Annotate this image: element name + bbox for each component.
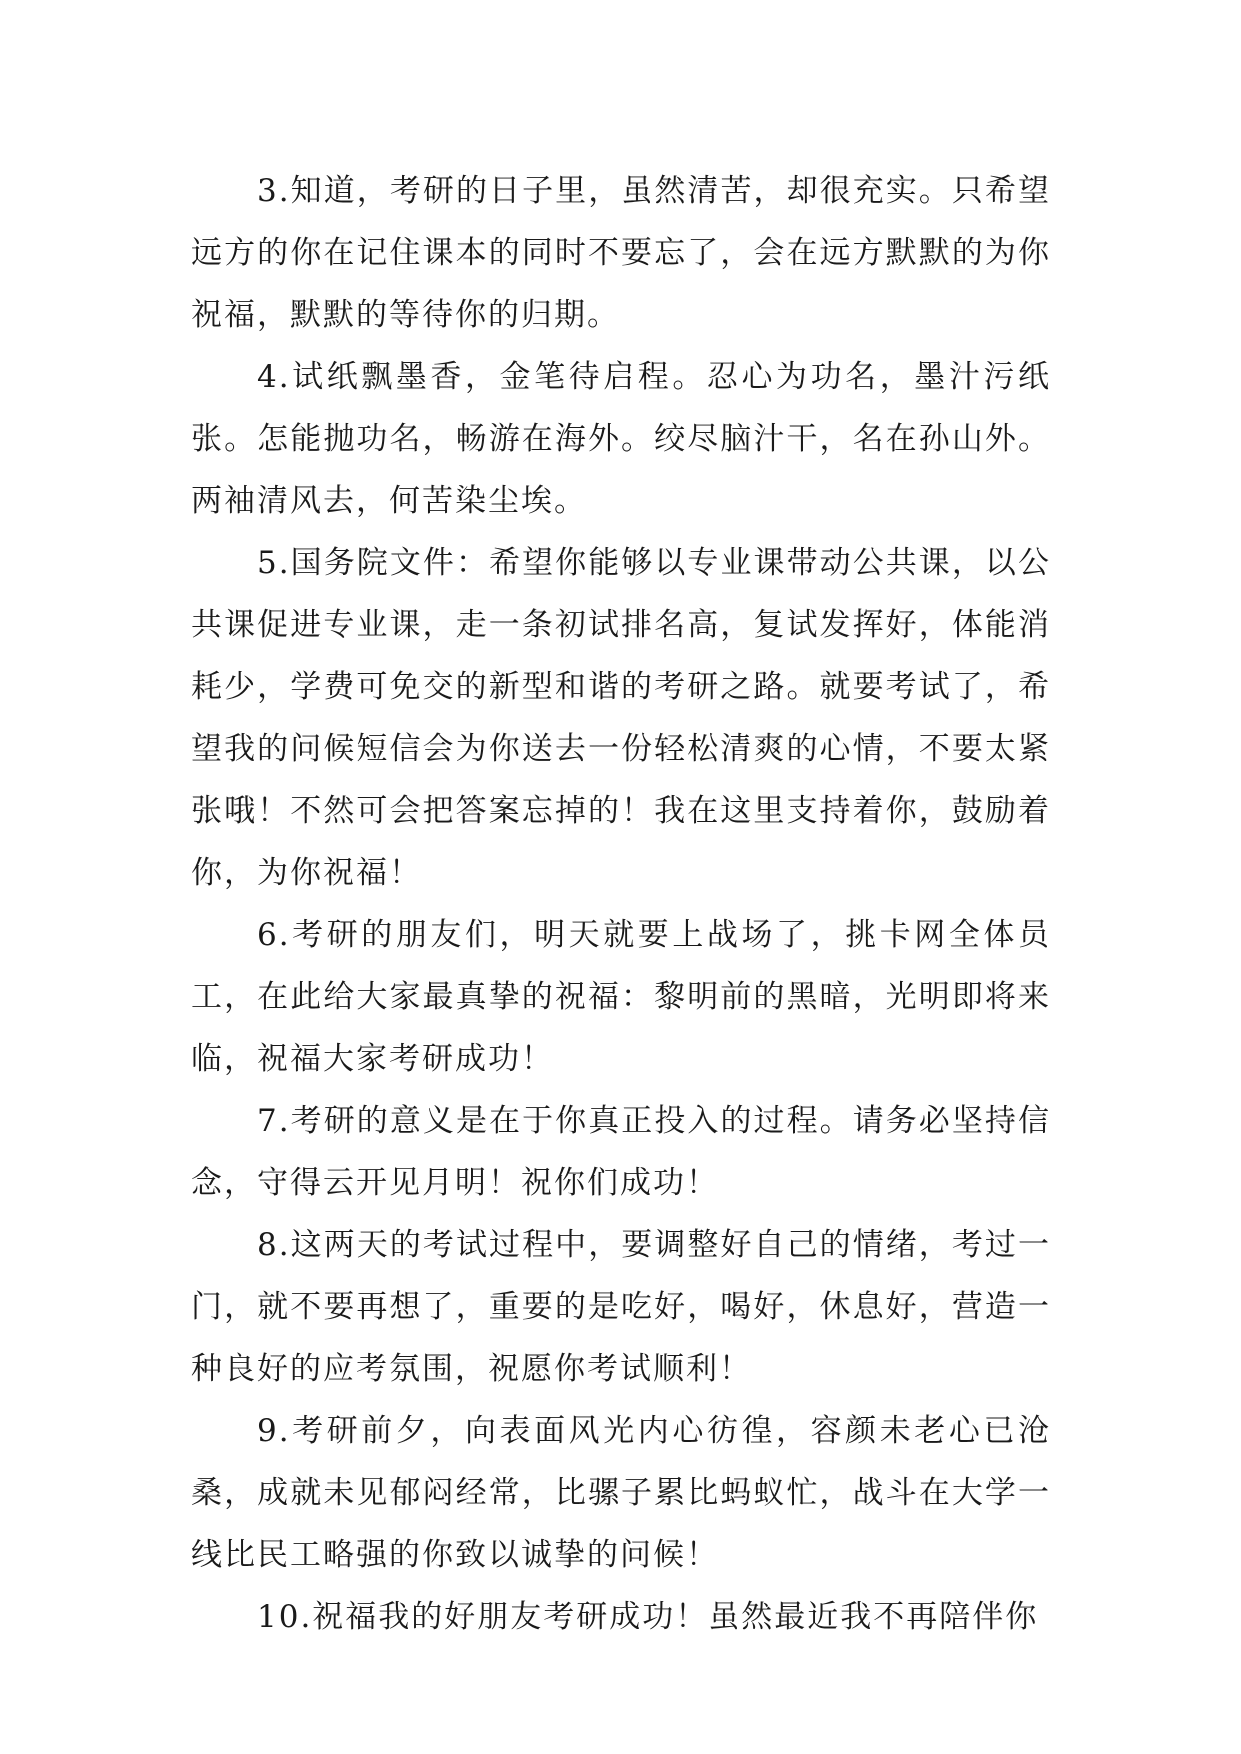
paragraph-8: 8.这两天的考试过程中，要调整好自己的情绪，考过一门，就不要再想了，重要的是吃好，喝好，休息好，营造一种良好的应考氛围，祝愿你考试顺利！ (191, 1227, 1051, 1387)
paragraph-9: 9.考研前夕，向表面风光内心彷徨，容颜未老心已沧桑，成就未见郁闷经常，比骡子累比蚂蚁忙，战斗在大学一线比民工略强的你致以诚挚的问候！ (191, 1413, 1051, 1573)
paragraph-4: 4.试纸飘墨香，金笔待启程。忍心为功名，墨汁污纸张。怎能抛功名，畅游在海外。绞尽脑汁干，名在孙山外。两袖清风去，何苦染尘埃。 (191, 359, 1051, 519)
paragraph-7: 7.考研的意义是在于你真正投入的过程。请务必坚持信念，守得云开见月明！祝你们成功！ (191, 1103, 1051, 1201)
paragraph-6: 6.考研的朋友们，明天就要上战场了，挑卡网全体员工，在此给大家最真挚的祝福：黎明前的黑暗，光明即将来临，祝福大家考研成功！ (191, 917, 1051, 1077)
paragraph-10: 10.祝福我的好朋友考研成功！虽然最近我不再陪伴你 (257, 1599, 1039, 1635)
document-page (191, 160, 1051, 1648)
paragraph-3: 3.知道，考研的日子里，虽然清苦，却很充实。只希望远方的你在记住课本的同时不要忘了，会在远方默默的为你祝福，默默的等待你的归期。 (191, 173, 1051, 333)
paragraph-5: 5.国务院文件：希望你能够以专业课带动公共课，以公共课促进专业课，走一条初试排名高，复试发挥好，体能消耗少，学费可免交的新型和谐的考研之路。就要考试了，希望我的问候短信会为你送去一份轻松清爽的心情，不要太紧张哦！不然可会把答案忘掉的！我在这里支持着你，鼓励着你，为你祝福！ (191, 545, 1051, 891)
